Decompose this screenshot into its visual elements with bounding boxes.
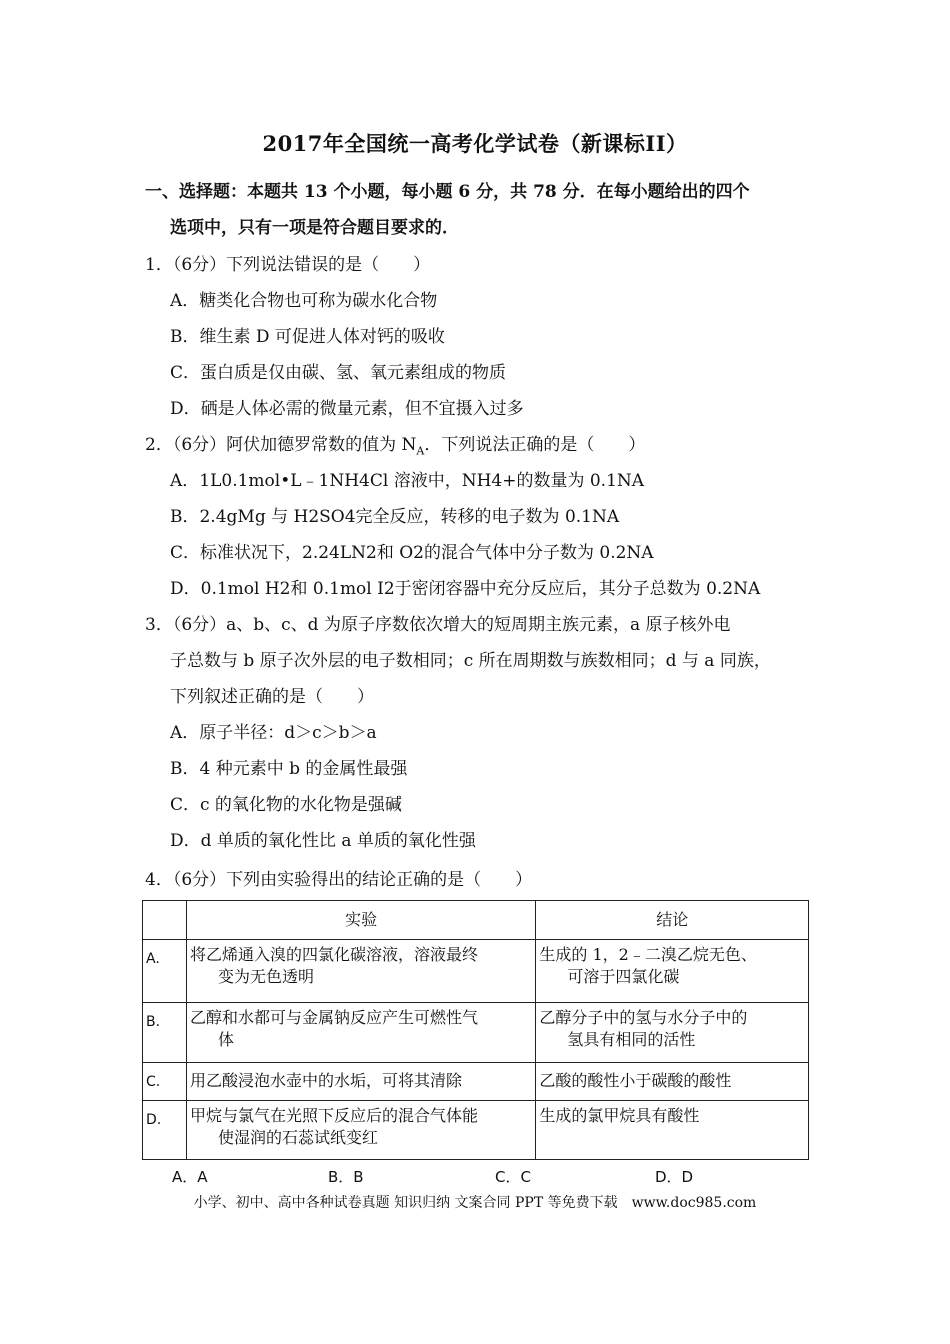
question-1-option-c: C．蛋白质是仅由碳、氢、氧元素组成的物质: [170, 363, 507, 383]
section-line-1: 一、选择题：本题共 13 个小题，每小题 6 分，共 78 分．在每小题给出的四个: [145, 182, 750, 202]
question-2: [145, 427, 825, 607]
table-row: [143, 940, 809, 1003]
table-header-conclusion: 结论: [536, 901, 809, 940]
question-4-stem: 4．（6分）下列由实验得出的结论正确的是（ ）: [145, 870, 533, 890]
row-label: C.: [143, 1063, 187, 1101]
row-experiment: 用乙酸浸泡水壶中的水垢，可将其清除: [186, 1063, 535, 1101]
question-2-option-c: C．标准状况下，2.24LN2和 O2的混合气体中分子数为 0.2NA: [170, 543, 654, 563]
section-heading: [145, 174, 825, 246]
row-experiment: 乙醇和水都可与金属钠反应产生可燃性气 体: [186, 1003, 535, 1063]
question-1-option-a: A．糖类化合物也可称为碳水化合物: [170, 291, 438, 311]
row-experiment: 将乙烯通入溴的四氯化碳溶液，溶液最终 变为无色透明: [186, 940, 535, 1003]
question-1: [145, 247, 825, 427]
table-header-experiment: 实验: [186, 901, 535, 940]
question-2-stem: 2．（6分）阿伏加德罗常数的值为 $N_A$．下列说法正确的是（ ）: [145, 435, 646, 458]
table-header-row: [143, 901, 809, 940]
row-conclusion: 乙醇分子中的氢与水分子中的 氢具有相同的活性: [536, 1003, 809, 1063]
table-row: [143, 1003, 809, 1063]
page-title: 2017年全国统一高考化学试卷（新课标II）: [262, 131, 688, 156]
question-4: [145, 862, 825, 898]
question-3-option-c: C．c 的氧化物的水化物是强碱: [170, 795, 402, 815]
question-1-option-d: D．硒是人体必需的微量元素，但不宜摄入过多: [170, 399, 524, 419]
question-3: [145, 607, 825, 859]
question-3-option-a: A．原子半径：d＞c＞b＞a: [170, 723, 377, 743]
question-3-stem-line-2: 子总数与 b 原子次外层的电子数相同；c 所在周期数与族数相同；d 与 a 同族，: [170, 651, 771, 671]
page-footer: 小学、初中、高中各种试卷真题 知识归纳 文案合同 PPT 等免费下载 www.doc985.com: [193, 1195, 757, 1211]
question-3-option-b: B．4 种元素中 b 的金属性最强: [170, 759, 408, 779]
question-4-choice-b: B．B: [328, 1168, 364, 1186]
question-3-option-d: D．d 单质的氧化性比 a 单质的氧化性强: [170, 831, 476, 851]
question-4-choice-d: D．D: [655, 1168, 694, 1186]
question-2-option-a: A．1L0.1mol•L﹣1NH4Cl 溶液中，NH4+的数量为 0.1NA: [170, 471, 645, 491]
row-experiment: 甲烷与氯气在光照下反应后的混合气体能 使湿润的石蕊试纸变红: [186, 1101, 535, 1160]
question-2-option-b: B．2.4gMg 与 H2SO4完全反应，转移的电子数为 0.1NA: [170, 507, 620, 527]
row-conclusion: 生成的 1，2﹣二溴乙烷无色、 可溶于四氯化碳: [536, 940, 809, 1003]
row-conclusion: 生成的氯甲烷具有酸性: [536, 1101, 809, 1160]
section-line-2: 选项中，只有一项是符合题目要求的．: [170, 218, 459, 238]
table-header-blank: [143, 901, 187, 940]
question-2-option-d: D．0.1mol H2和 0.1mol I2于密闭容器中充分反应后，其分子总数为 0.2NA: [170, 579, 761, 599]
question-4-choice-a: A．A: [172, 1168, 208, 1186]
row-conclusion: 乙酸的酸性小于碳酸的酸性: [536, 1063, 809, 1101]
experiment-table: [142, 900, 809, 1160]
question-3-stem-line-3: 下列叙述正确的是（ ）: [170, 687, 374, 707]
table-row: [143, 1101, 809, 1160]
table-row: [143, 1063, 809, 1101]
question-1-option-b: B．维生素 D 可促进人体对钙的吸收: [170, 327, 445, 347]
row-label: A.: [143, 940, 187, 1003]
row-label: D.: [143, 1101, 187, 1160]
question-1-stem: 1．（6分）下列说法错误的是（ ）: [145, 255, 431, 275]
row-label: B.: [143, 1003, 187, 1063]
question-4-choice-c: C．C: [495, 1168, 531, 1186]
question-3-stem-line-1: 3．（6分）a、b、c、d 为原子序数依次增大的短周期主族元素，a 原子核外电: [145, 615, 731, 635]
